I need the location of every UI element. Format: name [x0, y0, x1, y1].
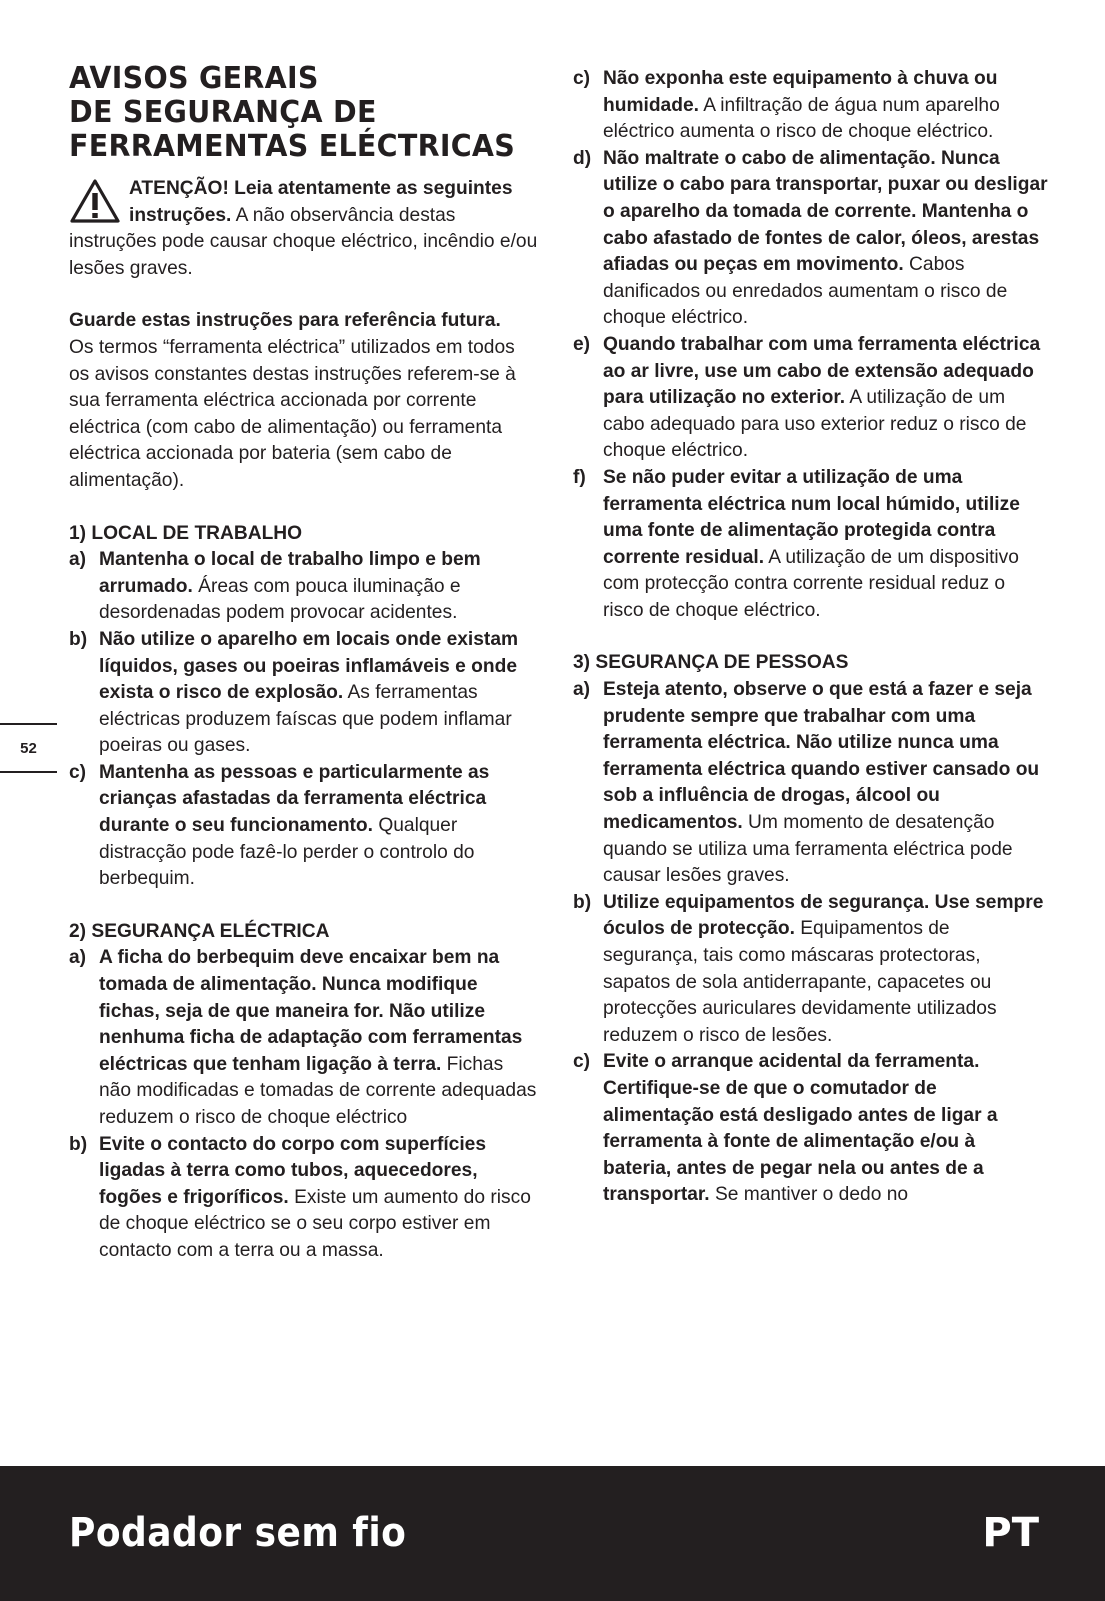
item-bold: Mantenha o local de trabalho limpo e bem arrumado.	[99, 549, 481, 597]
page-title	[69, 62, 516, 164]
item-bold: Evite o arranque acidental da ferramenta. Certifique-se de que o comutador de alimentação está desligado antes de ligar a ferramenta à fonte de alimentação e/ou à bateria, antes de pegar nela ou antes de a transportar.	[603, 1051, 998, 1206]
item-bold: Utilize equipamentos de segurança. Use sempre óculos de protecção.	[603, 891, 1044, 940]
list-item	[573, 1049, 1048, 1209]
keep-text: Os termos “ferramenta eléctrica” utilizados em todos os avisos constantes destas instruções referem-se à sua ferramenta eléctrica accionada por corrente eléctrica (com cabo de alimentação) ou ferramenta eléctrica accionada por bateria (sem cabo de alimentação).	[69, 336, 516, 491]
item-text: Qualquer distracção pode fazê-lo perder o controlo do berbequim.	[99, 815, 475, 890]
item-letter: a)	[69, 549, 87, 571]
warning-notice	[69, 176, 539, 282]
item-letter: b)	[69, 628, 88, 650]
item-text: Equipamentos de segurança, tais como máscaras protectoras, sapatos de sola antiderrapante, capacetes ou protecções auriculares devidamente utilizados reduzem o risco de lesões.	[603, 918, 997, 1046]
language-code: PT	[982, 1510, 1039, 1556]
item-letter: b)	[573, 891, 592, 913]
list-item	[69, 627, 539, 760]
item-letter: f)	[573, 466, 586, 488]
item-bold: A ficha do berbequim deve encaixar bem na tomada de alimentação. Nunca modifique fichas, seja de que maneira for. Não utilize nenhuma ficha de adaptação com ferramentas eléctricas que tenham ligação à terra.	[99, 947, 523, 1075]
warning-triangle-icon	[69, 178, 121, 224]
item-bold: Se não puder evitar a utilização de uma ferramenta eléctrica num local húmido, utilize uma fonte de alimentação protegida contra corrente residual.	[603, 466, 1020, 568]
item-text: Cabos danificados ou enredados aumentam o risco de choque eléctrico.	[603, 254, 1008, 329]
list-item	[69, 547, 539, 627]
warning-text: A não observância destas instruções pode causar choque eléctrico, incêndio e/ou lesões graves.	[69, 204, 538, 279]
keep-heading: Guarde estas instruções para referência futura.	[69, 310, 501, 332]
list-item	[69, 1132, 539, 1265]
left-column	[69, 62, 539, 1265]
title-line-3: FERRAMENTAS ELÉCTRICAS	[69, 129, 516, 164]
keep-instructions	[69, 308, 539, 494]
item-text: Fichas não modificadas e tomadas de corrente adequadas reduzem o risco de choque eléctrico	[99, 1053, 537, 1128]
item-text: A infiltração de água num aparelho eléctrico aumenta o risco de choque eléctrico.	[603, 94, 1000, 143]
item-bold: Não utilize o aparelho em locais onde existam líquidos, gases ou poeiras inflamáveis e onde exista o risco de explosão.	[99, 628, 519, 704]
item-letter: d)	[573, 147, 592, 169]
section-3-heading: 3) SEGURANÇA DE PESSOAS	[573, 652, 849, 674]
item-letter: c)	[573, 1051, 591, 1073]
item-text: Áreas com pouca iluminação e desordenadas podem provocar acidentes.	[99, 575, 461, 624]
item-text: Existe um aumento do risco de choque eléctrico se o seu corpo estiver em contacto com a terra ou a massa.	[99, 1186, 531, 1261]
list-item	[573, 66, 1048, 146]
item-letter: a)	[69, 947, 87, 969]
section-2-heading: 2) SEGURANÇA ELÉCTRICA	[69, 920, 330, 942]
item-letter: b)	[69, 1133, 88, 1155]
list-item	[573, 677, 1048, 890]
footer-bar	[0, 1466, 1105, 1601]
list-item	[573, 146, 1048, 332]
list-item	[573, 890, 1048, 1050]
item-text: As ferramentas eléctricas produzem faíscas que podem inflamar poeiras ou gases.	[99, 682, 512, 757]
list-item	[69, 760, 539, 893]
title-line-2: DE SEGURANÇA DE	[69, 95, 377, 130]
item-bold: Mantenha as pessoas e particularmente as crianças afastadas da ferramenta eléctrica durante o seu funcionamento.	[99, 761, 490, 837]
right-column	[573, 66, 1048, 1209]
title-line-1: AVISOS GERAIS	[69, 61, 319, 96]
item-bold: Esteja atento, observe o que está a fazer e seja prudente sempre que trabalhar com uma ferramenta eléctrica. Não utilize nunca uma ferramenta eléctrica quando estiver cansado ou sob a influência de drogas, álcool ou medicamentos.	[603, 679, 1040, 834]
item-text: A utilização de um dispositivo com protecção contra corrente residual reduz o risco de choque eléctrico.	[603, 546, 1019, 621]
list-item	[69, 945, 539, 1131]
item-text: Se mantiver o dedo no	[709, 1184, 909, 1206]
list-item	[573, 332, 1048, 465]
item-bold: Evite o contacto do corpo com superfícies ligadas à terra como tubos, aquecedores, fogões e frigoríficos.	[99, 1133, 487, 1208]
footer-title: Podador sem fio	[69, 1510, 407, 1556]
item-bold: Quando trabalhar com uma ferramenta eléctrica ao ar livre, use um cabo de extensão adequado para utilização no exterior.	[603, 333, 1041, 409]
item-text: A utilização de um cabo adequado para uso exterior reduz o risco de choque eléctrico.	[603, 387, 1027, 462]
item-bold: Não maltrate o cabo de alimentação. Nunca utilize o cabo para transportar, puxar ou desligar o aparelho da tomada de corrente. Mantenha o cabo afastado de fontes de calor, óleos, arestas afiadas ou peças em movimento.	[603, 147, 1048, 276]
list-item	[573, 465, 1048, 625]
page-number: 52	[0, 723, 57, 773]
item-letter: c)	[69, 761, 87, 783]
section-1-heading: 1) LOCAL DE TRABALHO	[69, 522, 303, 544]
item-text: Um momento de desatenção quando se utiliza uma ferramenta eléctrica pode causar lesões graves.	[603, 812, 1013, 887]
warning-heading: ATENÇÃO! Leia atentamente as seguintes instruções.	[129, 178, 513, 226]
item-letter: e)	[573, 333, 591, 355]
item-letter: c)	[573, 68, 591, 89]
item-bold: Não exponha este equipamento à chuva ou humidade.	[603, 68, 998, 116]
item-letter: a)	[573, 679, 591, 701]
